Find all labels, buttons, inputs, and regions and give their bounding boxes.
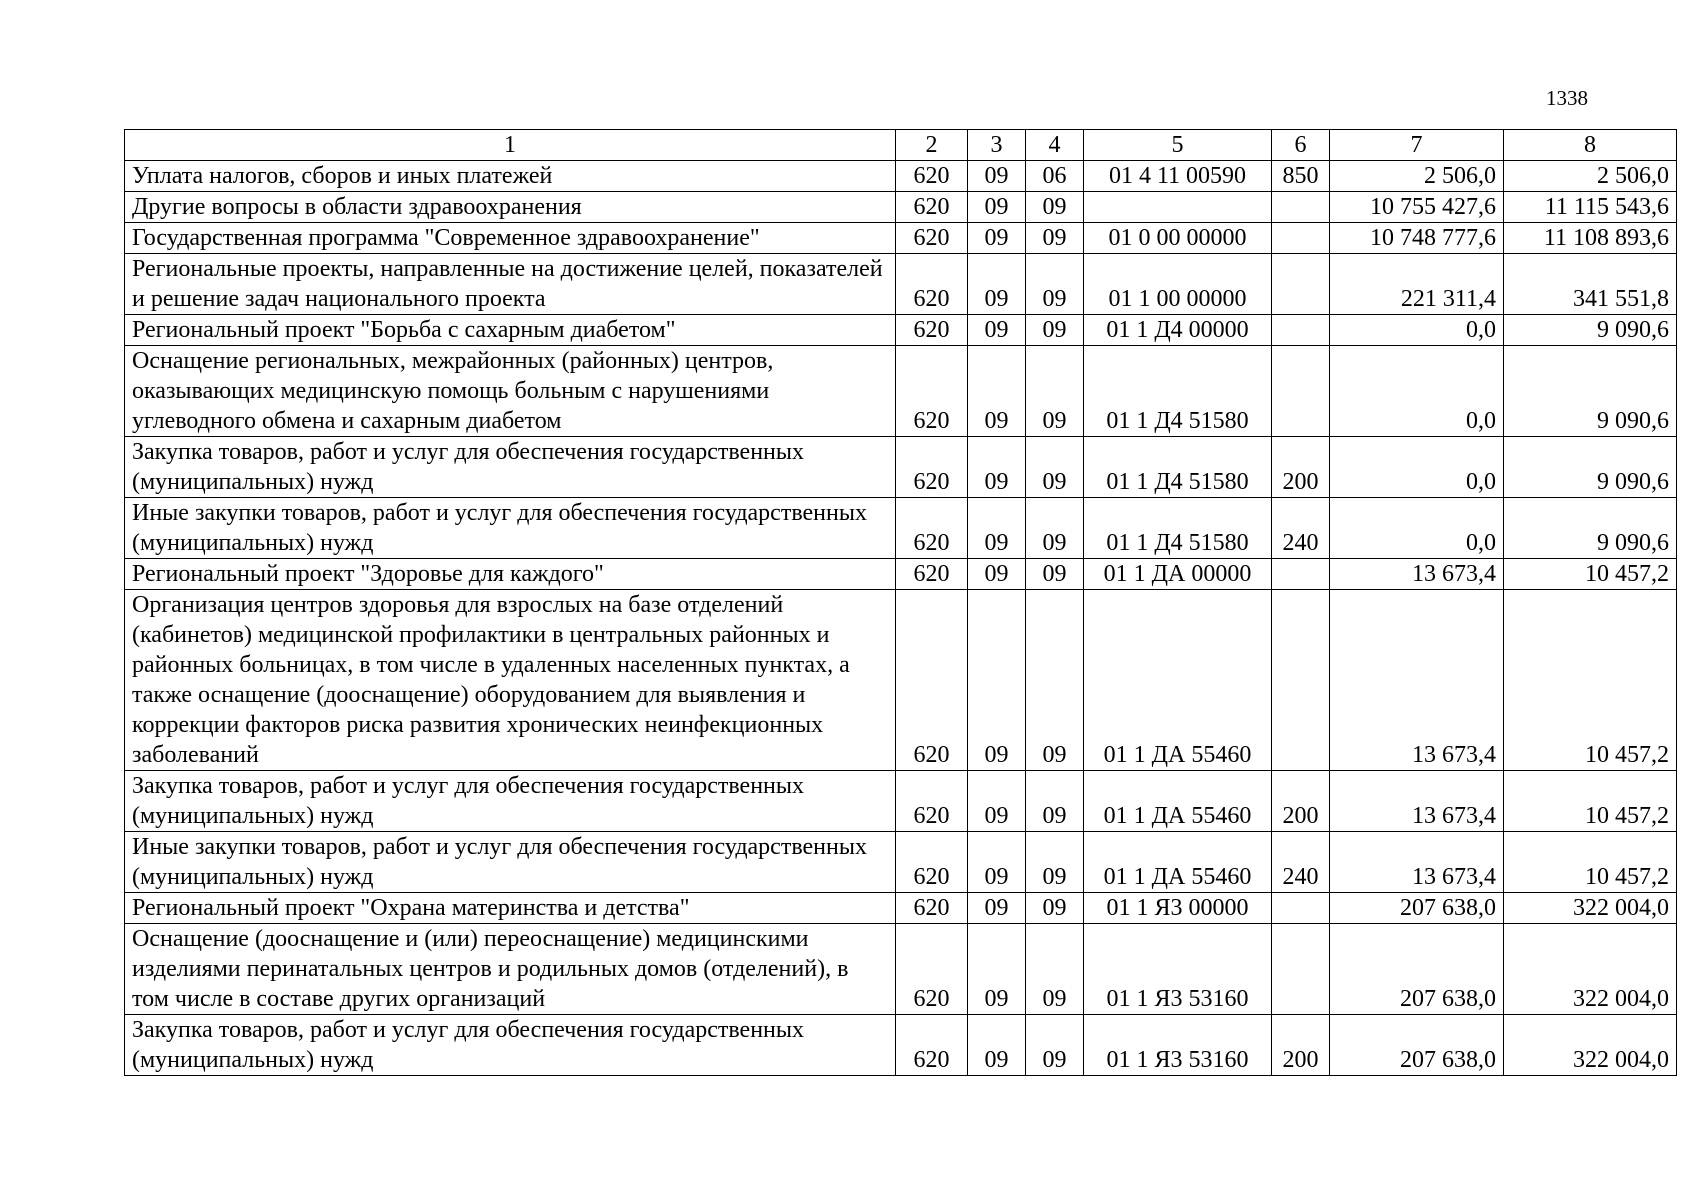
row-name-cell: Оснащение региональных, межрайонных (районных) центров, оказывающих медицинскую помощь больным с нарушениями углеводного обмена и сахарным диабетом <box>125 346 896 437</box>
row-expense-type-cell <box>1272 192 1330 223</box>
row-amount-col7-cell: 10 748 777,6 <box>1330 223 1504 254</box>
row-expense-type-cell: 240 <box>1272 832 1330 893</box>
row-name-cell: Иные закупки товаров, работ и услуг для обеспечения государственных (муниципальных) нужд <box>125 498 896 559</box>
row-amount-col7-cell: 0,0 <box>1330 437 1504 498</box>
row-ministry-code-cell: 620 <box>896 192 968 223</box>
row-amount-col7-cell: 0,0 <box>1330 498 1504 559</box>
row-amount-col7-cell: 221 311,4 <box>1330 254 1504 315</box>
row-section-cell: 09 <box>968 437 1026 498</box>
row-name-cell: Иные закупки товаров, работ и услуг для обеспечения государственных (муниципальных) нужд <box>125 832 896 893</box>
row-ministry-code-cell: 620 <box>896 832 968 893</box>
row-amount-col7-cell: 2 506,0 <box>1330 161 1504 192</box>
row-amount-col8-cell: 11 115 543,6 <box>1504 192 1677 223</box>
row-target-article-cell: 01 4 11 00590 <box>1084 161 1272 192</box>
row-target-article-cell: 01 1 ДА 00000 <box>1084 559 1272 590</box>
column-header-7: 7 <box>1330 130 1504 161</box>
column-header-3: 3 <box>968 130 1026 161</box>
row-expense-type-cell: 850 <box>1272 161 1330 192</box>
row-amount-col8-cell: 11 108 893,6 <box>1504 223 1677 254</box>
row-subsection-cell: 09 <box>1026 346 1084 437</box>
column-header-6: 6 <box>1272 130 1330 161</box>
row-section-cell: 09 <box>968 315 1026 346</box>
row-expense-type-cell <box>1272 559 1330 590</box>
row-target-article-cell: 01 1 Я3 53160 <box>1084 1015 1272 1076</box>
table-row <box>125 437 1677 498</box>
row-section-cell: 09 <box>968 893 1026 924</box>
row-amount-col7-cell: 207 638,0 <box>1330 1015 1504 1076</box>
row-ministry-code-cell: 620 <box>896 437 968 498</box>
row-name-cell: Региональный проект "Здоровье для каждого" <box>125 559 896 590</box>
row-amount-col8-cell: 322 004,0 <box>1504 1015 1677 1076</box>
column-header-2: 2 <box>896 130 968 161</box>
row-section-cell: 09 <box>968 192 1026 223</box>
row-ministry-code-cell: 620 <box>896 161 968 192</box>
row-target-article-cell: 01 1 Д4 51580 <box>1084 498 1272 559</box>
row-target-article-cell: 01 1 ДА 55460 <box>1084 832 1272 893</box>
row-amount-col8-cell: 322 004,0 <box>1504 893 1677 924</box>
row-name-cell: Региональные проекты, направленные на достижение целей, показателей и решение задач национального проекта <box>125 254 896 315</box>
table-row <box>125 315 1677 346</box>
row-amount-col8-cell: 9 090,6 <box>1504 498 1677 559</box>
row-subsection-cell: 09 <box>1026 254 1084 315</box>
row-target-article-cell: 01 1 ДА 55460 <box>1084 771 1272 832</box>
row-subsection-cell: 09 <box>1026 771 1084 832</box>
row-subsection-cell: 09 <box>1026 1015 1084 1076</box>
row-amount-col7-cell: 13 673,4 <box>1330 832 1504 893</box>
row-subsection-cell: 09 <box>1026 924 1084 1015</box>
table-row <box>125 223 1677 254</box>
row-target-article-cell: 01 1 00 00000 <box>1084 254 1272 315</box>
row-ministry-code-cell: 620 <box>896 1015 968 1076</box>
row-name-cell: Уплата налогов, сборов и иных платежей <box>125 161 896 192</box>
page-number: 1338 <box>1546 86 1588 110</box>
row-amount-col7-cell: 207 638,0 <box>1330 924 1504 1015</box>
row-ministry-code-cell: 620 <box>896 346 968 437</box>
row-expense-type-cell: 200 <box>1272 437 1330 498</box>
row-subsection-cell: 06 <box>1026 161 1084 192</box>
row-amount-col8-cell: 10 457,2 <box>1504 771 1677 832</box>
row-amount-col8-cell: 2 506,0 <box>1504 161 1677 192</box>
row-subsection-cell: 09 <box>1026 192 1084 223</box>
row-amount-col8-cell: 10 457,2 <box>1504 559 1677 590</box>
row-subsection-cell: 09 <box>1026 315 1084 346</box>
row-section-cell: 09 <box>968 771 1026 832</box>
row-subsection-cell: 09 <box>1026 437 1084 498</box>
row-subsection-cell: 09 <box>1026 223 1084 254</box>
row-expense-type-cell <box>1272 346 1330 437</box>
row-target-article-cell: 01 1 Д4 51580 <box>1084 437 1272 498</box>
row-name-cell: Закупка товаров, работ и услуг для обеспечения государственных (муниципальных) нужд <box>125 437 896 498</box>
row-target-article-cell: 01 1 Я3 53160 <box>1084 924 1272 1015</box>
row-name-cell: Закупка товаров, работ и услуг для обеспечения государственных (муниципальных) нужд <box>125 1015 896 1076</box>
table-row <box>125 254 1677 315</box>
row-amount-col7-cell: 0,0 <box>1330 346 1504 437</box>
table-row <box>125 559 1677 590</box>
row-target-article-cell: 01 1 Я3 00000 <box>1084 893 1272 924</box>
table-body <box>125 161 1677 1076</box>
row-ministry-code-cell: 620 <box>896 254 968 315</box>
table-row <box>125 498 1677 559</box>
table-row <box>125 832 1677 893</box>
row-expense-type-cell <box>1272 893 1330 924</box>
table-row <box>125 590 1677 771</box>
row-expense-type-cell <box>1272 924 1330 1015</box>
row-amount-col8-cell: 9 090,6 <box>1504 437 1677 498</box>
table-header-row <box>125 130 1677 161</box>
row-section-cell: 09 <box>968 832 1026 893</box>
row-name-cell: Оснащение (дооснащение и (или) переоснащение) медицинскими изделиями перинатальных центров и родильных домов (отделений), в том числе в составе других организаций <box>125 924 896 1015</box>
column-header-5: 5 <box>1084 130 1272 161</box>
row-subsection-cell: 09 <box>1026 498 1084 559</box>
row-expense-type-cell <box>1272 315 1330 346</box>
row-amount-col8-cell: 9 090,6 <box>1504 315 1677 346</box>
row-ministry-code-cell: 620 <box>896 924 968 1015</box>
row-amount-col7-cell: 13 673,4 <box>1330 771 1504 832</box>
table-row <box>125 161 1677 192</box>
row-amount-col8-cell: 10 457,2 <box>1504 590 1677 771</box>
column-header-8: 8 <box>1504 130 1677 161</box>
row-subsection-cell: 09 <box>1026 590 1084 771</box>
row-section-cell: 09 <box>968 498 1026 559</box>
row-subsection-cell: 09 <box>1026 832 1084 893</box>
row-name-cell: Организация центров здоровья для взрослых на базе отделений (кабинетов) медицинской профилактики в центральных районных и районных больницах, в том числе в удаленных населенных пунктах, а также оснащение (дооснащение) оборудованием для выявления и коррекции факторов риска развития хронических неинфекционных заболеваний <box>125 590 896 771</box>
row-expense-type-cell <box>1272 254 1330 315</box>
row-amount-col8-cell: 10 457,2 <box>1504 832 1677 893</box>
row-target-article-cell: 01 1 ДА 55460 <box>1084 590 1272 771</box>
row-ministry-code-cell: 620 <box>896 223 968 254</box>
row-section-cell: 09 <box>968 1015 1026 1076</box>
row-target-article-cell: 01 1 Д4 00000 <box>1084 315 1272 346</box>
table-row <box>125 1015 1677 1076</box>
column-header-1: 1 <box>125 130 896 161</box>
row-amount-col7-cell: 13 673,4 <box>1330 590 1504 771</box>
row-section-cell: 09 <box>968 559 1026 590</box>
row-amount-col7-cell: 207 638,0 <box>1330 893 1504 924</box>
row-amount-col7-cell: 13 673,4 <box>1330 559 1504 590</box>
row-section-cell: 09 <box>968 161 1026 192</box>
row-target-article-cell: 01 0 00 00000 <box>1084 223 1272 254</box>
table-row <box>125 771 1677 832</box>
row-subsection-cell: 09 <box>1026 893 1084 924</box>
row-name-cell: Государственная программа "Современное здравоохранение" <box>125 223 896 254</box>
row-ministry-code-cell: 620 <box>896 498 968 559</box>
table-row <box>125 924 1677 1015</box>
row-name-cell: Региональный проект "Борьба с сахарным диабетом" <box>125 315 896 346</box>
row-section-cell: 09 <box>968 590 1026 771</box>
table-row <box>125 893 1677 924</box>
row-ministry-code-cell: 620 <box>896 559 968 590</box>
table-row <box>125 192 1677 223</box>
row-amount-col8-cell: 341 551,8 <box>1504 254 1677 315</box>
row-expense-type-cell <box>1272 590 1330 771</box>
row-amount-col8-cell: 322 004,0 <box>1504 924 1677 1015</box>
row-target-article-cell <box>1084 192 1272 223</box>
table-row <box>125 346 1677 437</box>
row-name-cell: Другие вопросы в области здравоохранения <box>125 192 896 223</box>
row-section-cell: 09 <box>968 223 1026 254</box>
row-name-cell: Региональный проект "Охрана материнства и детства" <box>125 893 896 924</box>
column-header-4: 4 <box>1026 130 1084 161</box>
row-subsection-cell: 09 <box>1026 559 1084 590</box>
row-ministry-code-cell: 620 <box>896 315 968 346</box>
row-name-cell: Закупка товаров, работ и услуг для обеспечения государственных (муниципальных) нужд <box>125 771 896 832</box>
row-expense-type-cell: 200 <box>1272 771 1330 832</box>
row-ministry-code-cell: 620 <box>896 893 968 924</box>
row-ministry-code-cell: 620 <box>896 771 968 832</box>
row-amount-col7-cell: 10 755 427,6 <box>1330 192 1504 223</box>
row-expense-type-cell: 200 <box>1272 1015 1330 1076</box>
row-amount-col8-cell: 9 090,6 <box>1504 346 1677 437</box>
row-target-article-cell: 01 1 Д4 51580 <box>1084 346 1272 437</box>
budget-table <box>124 129 1677 1076</box>
row-expense-type-cell: 240 <box>1272 498 1330 559</box>
row-section-cell: 09 <box>968 254 1026 315</box>
row-ministry-code-cell: 620 <box>896 590 968 771</box>
row-amount-col7-cell: 0,0 <box>1330 315 1504 346</box>
row-section-cell: 09 <box>968 346 1026 437</box>
row-section-cell: 09 <box>968 924 1026 1015</box>
row-expense-type-cell <box>1272 223 1330 254</box>
